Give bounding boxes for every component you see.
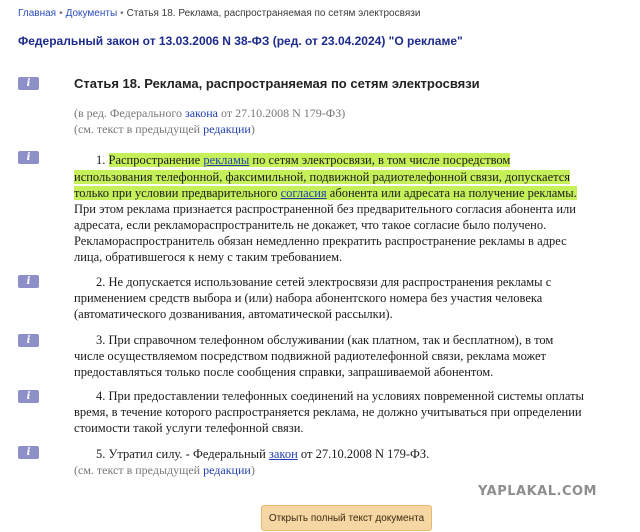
info-icon[interactable]: i: [18, 275, 39, 288]
p2-line-2: применением средств выбора и (или) набора абонентского номера без участия человека: [74, 291, 543, 305]
info-icon[interactable]: i: [18, 446, 39, 459]
p3-line-1: 3. При справочном телефонном обслуживании (как платном, так и бесплатном), в том: [96, 333, 554, 347]
law-link[interactable]: закона: [184, 106, 218, 120]
breadcrumb-separator: •: [120, 8, 124, 19]
p5-previous-edition-note: [74, 462, 255, 479]
p1-highlight-text: использования телефонной, факсимильной, подвижной радиотелефонной связи, допускается: [74, 170, 571, 184]
p5-line-1: [96, 446, 429, 463]
edition-note-prefix: (в ред. Федерального: [74, 106, 185, 120]
p2-line-3: (автоматического дозванивания, автоматической рассылки).: [74, 307, 393, 321]
previous-note-prefix: (см. текст в предыдущей: [74, 122, 204, 136]
previous-note-suffix: ): [250, 463, 255, 477]
previous-edition-link[interactable]: редакции: [203, 463, 251, 477]
info-icon[interactable]: i: [18, 77, 39, 90]
p1-line-1: [96, 152, 510, 169]
p1-text: абонента или адресата на получение рекламы.: [326, 186, 577, 200]
p1-number: 1.: [96, 153, 109, 167]
law-link[interactable]: закон: [268, 447, 298, 461]
document-title[interactable]: Федеральный закон от 13.03.2006 N 38-ФЗ (ред. от 23.04.2024) "О рекламе": [18, 34, 463, 48]
p1-highlight: [74, 186, 577, 200]
p2-line-1: 2. Не допускается использование сетей электросвязи для распространения рекламы с: [96, 275, 552, 289]
p5-text: 5. Утратил силу. - Федеральный: [96, 447, 269, 461]
previous-edition-note: [74, 121, 255, 138]
p1-text: Распространение: [108, 153, 204, 167]
edition-note: [74, 105, 345, 122]
p4-line-2: время, в течение которого распространяется реклама, не должно учитываться при определении: [74, 405, 582, 419]
p1-line-6: Рекламораспространитель обязан немедленно прекратить распространение рекламы в адрес: [74, 234, 567, 248]
p3-line-3: предоставляться только после сообщения справки, запрашиваемой абонентом.: [74, 365, 494, 379]
watermark: YAPLAKAL.COM: [478, 484, 597, 499]
info-icon[interactable]: i: [18, 151, 39, 164]
info-icon[interactable]: i: [18, 334, 39, 347]
p4-line-3: стоимости такой услуги телефонной связи.: [74, 421, 304, 435]
breadcrumb-separator: •: [59, 8, 63, 19]
open-full-text-button[interactable]: Открыть полный текст документа: [261, 505, 432, 531]
info-icon[interactable]: i: [18, 390, 39, 403]
consent-link[interactable]: согласия: [280, 186, 327, 200]
advertising-link[interactable]: рекламы: [203, 153, 250, 167]
breadcrumb: [18, 8, 420, 19]
p1-line-7: лица, обратившегося к нему с таким требованием.: [74, 250, 343, 264]
p4-line-1: 4. При предоставлении телефонных соединений на условиях повременной системы оплаты: [96, 389, 584, 403]
p1-text: по сетям электросвязи, в том числе посредством: [249, 153, 511, 167]
breadcrumb-home-link[interactable]: Главная: [18, 8, 57, 19]
p1-line-3: [74, 185, 577, 202]
p1-line-4: При этом реклама признается распространенной без предварительного согласия абонента или: [74, 202, 576, 216]
previous-note-prefix: (см. текст в предыдущей: [74, 463, 204, 477]
breadcrumb-current: Статья 18. Реклама, распространяемая по сетям электросвязи: [126, 8, 421, 19]
p1-text: только при условии предварительного: [74, 186, 281, 200]
previous-edition-link[interactable]: редакции: [203, 122, 251, 136]
p1-line-5: адресата, если рекламораспространитель не докажет, что такое согласие было получено.: [74, 218, 547, 232]
p3-line-2: числе осуществляемом посредством подвижной радиотелефонной связи, реклама может: [74, 349, 547, 363]
breadcrumb-docs-link[interactable]: Документы: [65, 8, 118, 19]
p5-text: от 27.10.2008 N 179-ФЗ.: [297, 447, 430, 461]
edition-note-suffix: от 27.10.2008 N 179-ФЗ): [218, 106, 346, 120]
previous-note-suffix: ): [250, 122, 255, 136]
article-title: Статья 18. Реклама, распространяемая по сетям электросвязи: [74, 76, 480, 91]
p1-line-2: [74, 169, 570, 186]
p1-highlight: [109, 153, 511, 167]
